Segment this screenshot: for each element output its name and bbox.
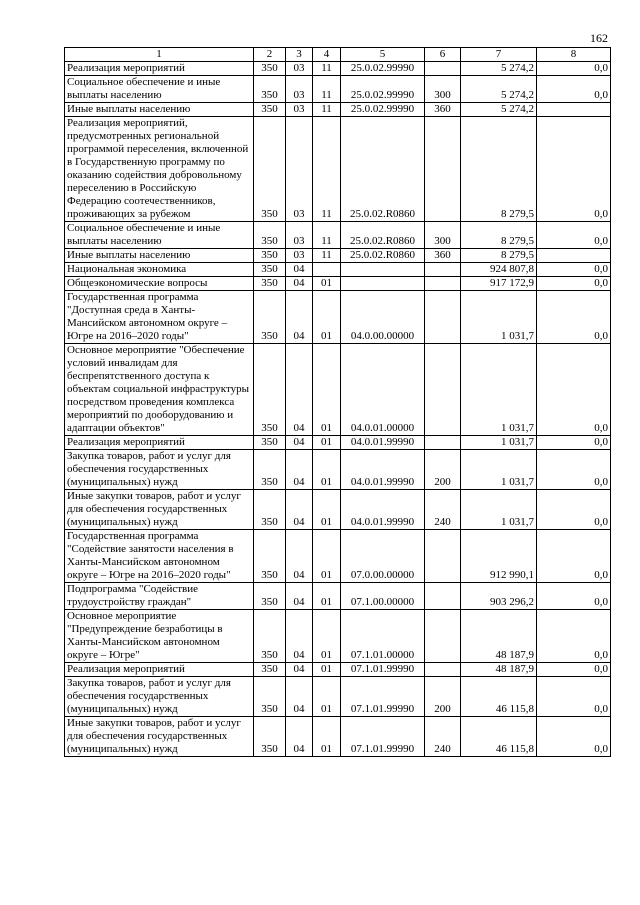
section-cell: 03 (286, 249, 313, 263)
admin-code-cell: 350 (254, 610, 286, 663)
section-cell: 04 (286, 490, 313, 530)
expense-type-cell (425, 610, 461, 663)
admin-code-cell: 350 (254, 436, 286, 450)
expense-type-cell (425, 263, 461, 277)
table-row (65, 530, 611, 583)
section-cell: 04 (286, 277, 313, 291)
item-name-cell: Реализация мероприятий, предусмотренных региональной программой переселения, включенной в Государственную программу по оказанию содействия добровольному переселению в Российскую Федерацию соотечественников, проживающих за рубежом (65, 117, 254, 222)
section-cell: 03 (286, 117, 313, 222)
target-article-cell: 25.0.02.99990 (341, 103, 425, 117)
table-row (65, 263, 611, 277)
amount-cell: 48 187,9 (461, 610, 537, 663)
budget-table (64, 47, 611, 757)
section-cell: 04 (286, 291, 313, 344)
table-row (65, 117, 611, 222)
table-row (65, 610, 611, 663)
subsection-cell: 11 (313, 117, 341, 222)
subsection-cell: 11 (313, 249, 341, 263)
amount-extra-cell: 0,0 (537, 530, 611, 583)
table-row (65, 222, 611, 249)
admin-code-cell: 350 (254, 490, 286, 530)
subsection-cell: 01 (313, 291, 341, 344)
item-name-cell: Государственная программа "Доступная среда в Ханты-Мансийском автономном округе – Югре на 2016–2020 годы" (65, 291, 254, 344)
amount-extra-cell: 0,0 (537, 677, 611, 717)
amount-cell: 46 115,8 (461, 717, 537, 757)
item-name-cell: Государственная программа "Содействие занятости населения в Ханты-Мансийском автономном округе – Югре на 2016–2020 годы" (65, 530, 254, 583)
item-name-cell: Национальная экономика (65, 263, 254, 277)
target-article-cell: 25.0.02.99990 (341, 76, 425, 103)
amount-cell: 1 031,7 (461, 490, 537, 530)
column-header: 5 (341, 48, 425, 62)
subsection-cell: 01 (313, 663, 341, 677)
amount-cell: 8 279,5 (461, 249, 537, 263)
admin-code-cell: 350 (254, 249, 286, 263)
amount-extra-cell: 0,0 (537, 450, 611, 490)
section-cell: 03 (286, 103, 313, 117)
target-article-cell: 04.0.00.00000 (341, 291, 425, 344)
item-name-cell: Основное мероприятие "Обеспечение условий инвалидам для беспрепятственного доступа к объектам социальной инфраструктуры посредством проведения комплекса мероприятий по дооборудованию и адаптации объектов" (65, 344, 254, 436)
section-cell: 03 (286, 222, 313, 249)
amount-extra-cell: 0,0 (537, 344, 611, 436)
item-name-cell: Общеэкономические вопросы (65, 277, 254, 291)
column-header: 4 (313, 48, 341, 62)
table-row (65, 249, 611, 263)
item-name-cell: Иные закупки товаров, работ и услуг для обеспечения государственных (муниципальных) нужд (65, 490, 254, 530)
admin-code-cell: 350 (254, 263, 286, 277)
expense-type-cell: 200 (425, 677, 461, 717)
amount-extra-cell: 0,0 (537, 490, 611, 530)
table-row (65, 490, 611, 530)
table-header-row (65, 48, 611, 62)
section-cell: 04 (286, 610, 313, 663)
item-name-cell: Реализация мероприятий (65, 663, 254, 677)
subsection-cell: 01 (313, 436, 341, 450)
table-row (65, 583, 611, 610)
expense-type-cell (425, 436, 461, 450)
amount-extra-cell: 0,0 (537, 610, 611, 663)
amount-cell: 46 115,8 (461, 677, 537, 717)
expense-type-cell (425, 583, 461, 610)
section-cell: 04 (286, 344, 313, 436)
table-row (65, 717, 611, 757)
column-header: 7 (461, 48, 537, 62)
subsection-cell: 01 (313, 530, 341, 583)
admin-code-cell: 350 (254, 277, 286, 291)
amount-extra-cell: 0,0 (537, 76, 611, 103)
item-name-cell: Иные выплаты населению (65, 249, 254, 263)
amount-cell: 48 187,9 (461, 663, 537, 677)
table-row (65, 436, 611, 450)
target-article-cell: 04.0.01.99990 (341, 436, 425, 450)
target-article-cell: 04.0.01.99990 (341, 450, 425, 490)
admin-code-cell: 350 (254, 344, 286, 436)
amount-extra-cell: 0,0 (537, 663, 611, 677)
amount-extra-cell (537, 249, 611, 263)
item-name-cell: Социальное обеспечение и иные выплаты населению (65, 222, 254, 249)
target-article-cell: 25.0.02.R0860 (341, 222, 425, 249)
admin-code-cell: 350 (254, 677, 286, 717)
amount-cell: 924 807,8 (461, 263, 537, 277)
column-header: 8 (537, 48, 611, 62)
section-cell: 04 (286, 677, 313, 717)
expense-type-cell: 240 (425, 490, 461, 530)
amount-cell: 1 031,7 (461, 291, 537, 344)
admin-code-cell: 350 (254, 103, 286, 117)
table-row (65, 291, 611, 344)
target-article-cell (341, 263, 425, 277)
table-row (65, 62, 611, 76)
target-article-cell: 25.0.02.R0860 (341, 249, 425, 263)
expense-type-cell (425, 344, 461, 436)
admin-code-cell: 350 (254, 76, 286, 103)
section-cell: 04 (286, 583, 313, 610)
section-cell: 04 (286, 436, 313, 450)
amount-extra-cell: 0,0 (537, 436, 611, 450)
target-article-cell: 07.0.00.00000 (341, 530, 425, 583)
subsection-cell: 11 (313, 222, 341, 249)
section-cell: 04 (286, 717, 313, 757)
table-row (65, 344, 611, 436)
amount-extra-cell: 0,0 (537, 263, 611, 277)
target-article-cell: 25.0.02.99990 (341, 62, 425, 76)
target-article-cell: 07.1.01.00000 (341, 610, 425, 663)
section-cell: 04 (286, 530, 313, 583)
subsection-cell: 01 (313, 277, 341, 291)
subsection-cell: 01 (313, 677, 341, 717)
admin-code-cell: 350 (254, 717, 286, 757)
subsection-cell: 11 (313, 103, 341, 117)
admin-code-cell: 350 (254, 583, 286, 610)
column-header: 1 (65, 48, 254, 62)
subsection-cell: 01 (313, 610, 341, 663)
page-number: 162 (590, 31, 608, 45)
column-header: 3 (286, 48, 313, 62)
admin-code-cell: 350 (254, 291, 286, 344)
expense-type-cell: 360 (425, 103, 461, 117)
admin-code-cell: 350 (254, 62, 286, 76)
item-name-cell: Реализация мероприятий (65, 62, 254, 76)
expense-type-cell: 300 (425, 76, 461, 103)
amount-cell: 8 279,5 (461, 117, 537, 222)
table-row (65, 677, 611, 717)
target-article-cell: 07.1.01.99990 (341, 663, 425, 677)
item-name-cell: Основное мероприятие "Предупреждение безработицы в Ханты-Мансийском автономном округе – Югре" (65, 610, 254, 663)
item-name-cell: Иные закупки товаров, работ и услуг для обеспечения государственных (муниципальных) нужд (65, 717, 254, 757)
expense-type-cell (425, 291, 461, 344)
target-article-cell: 04.0.01.00000 (341, 344, 425, 436)
item-name-cell: Подпрограмма "Содействие трудоустройству граждан" (65, 583, 254, 610)
amount-extra-cell: 0,0 (537, 277, 611, 291)
amount-extra-cell (537, 103, 611, 117)
amount-cell: 917 172,9 (461, 277, 537, 291)
amount-extra-cell: 0,0 (537, 117, 611, 222)
expense-type-cell (425, 530, 461, 583)
item-name-cell: Иные выплаты населению (65, 103, 254, 117)
admin-code-cell: 350 (254, 222, 286, 249)
item-name-cell: Социальное обеспечение и иные выплаты населению (65, 76, 254, 103)
table-row (65, 76, 611, 103)
column-header: 6 (425, 48, 461, 62)
admin-code-cell: 350 (254, 117, 286, 222)
target-article-cell (341, 277, 425, 291)
expense-type-cell (425, 62, 461, 76)
subsection-cell: 11 (313, 62, 341, 76)
subsection-cell: 01 (313, 344, 341, 436)
table-row (65, 277, 611, 291)
subsection-cell: 01 (313, 450, 341, 490)
expense-type-cell (425, 663, 461, 677)
expense-type-cell: 240 (425, 717, 461, 757)
target-article-cell: 07.1.01.99990 (341, 717, 425, 757)
amount-extra-cell: 0,0 (537, 717, 611, 757)
amount-cell: 8 279,5 (461, 222, 537, 249)
expense-type-cell: 200 (425, 450, 461, 490)
section-cell: 04 (286, 663, 313, 677)
table-row (65, 663, 611, 677)
section-cell: 04 (286, 263, 313, 277)
amount-cell: 1 031,7 (461, 344, 537, 436)
expense-type-cell (425, 117, 461, 222)
subsection-cell: 11 (313, 76, 341, 103)
amount-cell: 903 296,2 (461, 583, 537, 610)
amount-cell: 5 274,2 (461, 62, 537, 76)
item-name-cell: Закупка товаров, работ и услуг для обеспечения государственных (муниципальных) нужд (65, 677, 254, 717)
table-body (65, 62, 611, 757)
amount-cell: 912 990,1 (461, 530, 537, 583)
item-name-cell: Реализация мероприятий (65, 436, 254, 450)
column-header: 2 (254, 48, 286, 62)
amount-extra-cell: 0,0 (537, 62, 611, 76)
subsection-cell (313, 263, 341, 277)
target-article-cell: 07.1.00.00000 (341, 583, 425, 610)
amount-cell: 5 274,2 (461, 103, 537, 117)
amount-cell: 5 274,2 (461, 76, 537, 103)
subsection-cell: 01 (313, 583, 341, 610)
amount-cell: 1 031,7 (461, 436, 537, 450)
item-name-cell: Закупка товаров, работ и услуг для обеспечения государственных (муниципальных) нужд (65, 450, 254, 490)
amount-cell: 1 031,7 (461, 450, 537, 490)
target-article-cell: 25.0.02.R0860 (341, 117, 425, 222)
admin-code-cell: 350 (254, 450, 286, 490)
table-row (65, 450, 611, 490)
expense-type-cell (425, 277, 461, 291)
section-cell: 03 (286, 62, 313, 76)
target-article-cell: 04.0.01.99990 (341, 490, 425, 530)
amount-extra-cell: 0,0 (537, 222, 611, 249)
section-cell: 03 (286, 76, 313, 103)
amount-extra-cell: 0,0 (537, 291, 611, 344)
expense-type-cell: 360 (425, 249, 461, 263)
expense-type-cell: 300 (425, 222, 461, 249)
target-article-cell: 07.1.01.99990 (341, 677, 425, 717)
table-row (65, 103, 611, 117)
admin-code-cell: 350 (254, 663, 286, 677)
subsection-cell: 01 (313, 490, 341, 530)
admin-code-cell: 350 (254, 530, 286, 583)
subsection-cell: 01 (313, 717, 341, 757)
section-cell: 04 (286, 450, 313, 490)
amount-extra-cell: 0,0 (537, 583, 611, 610)
